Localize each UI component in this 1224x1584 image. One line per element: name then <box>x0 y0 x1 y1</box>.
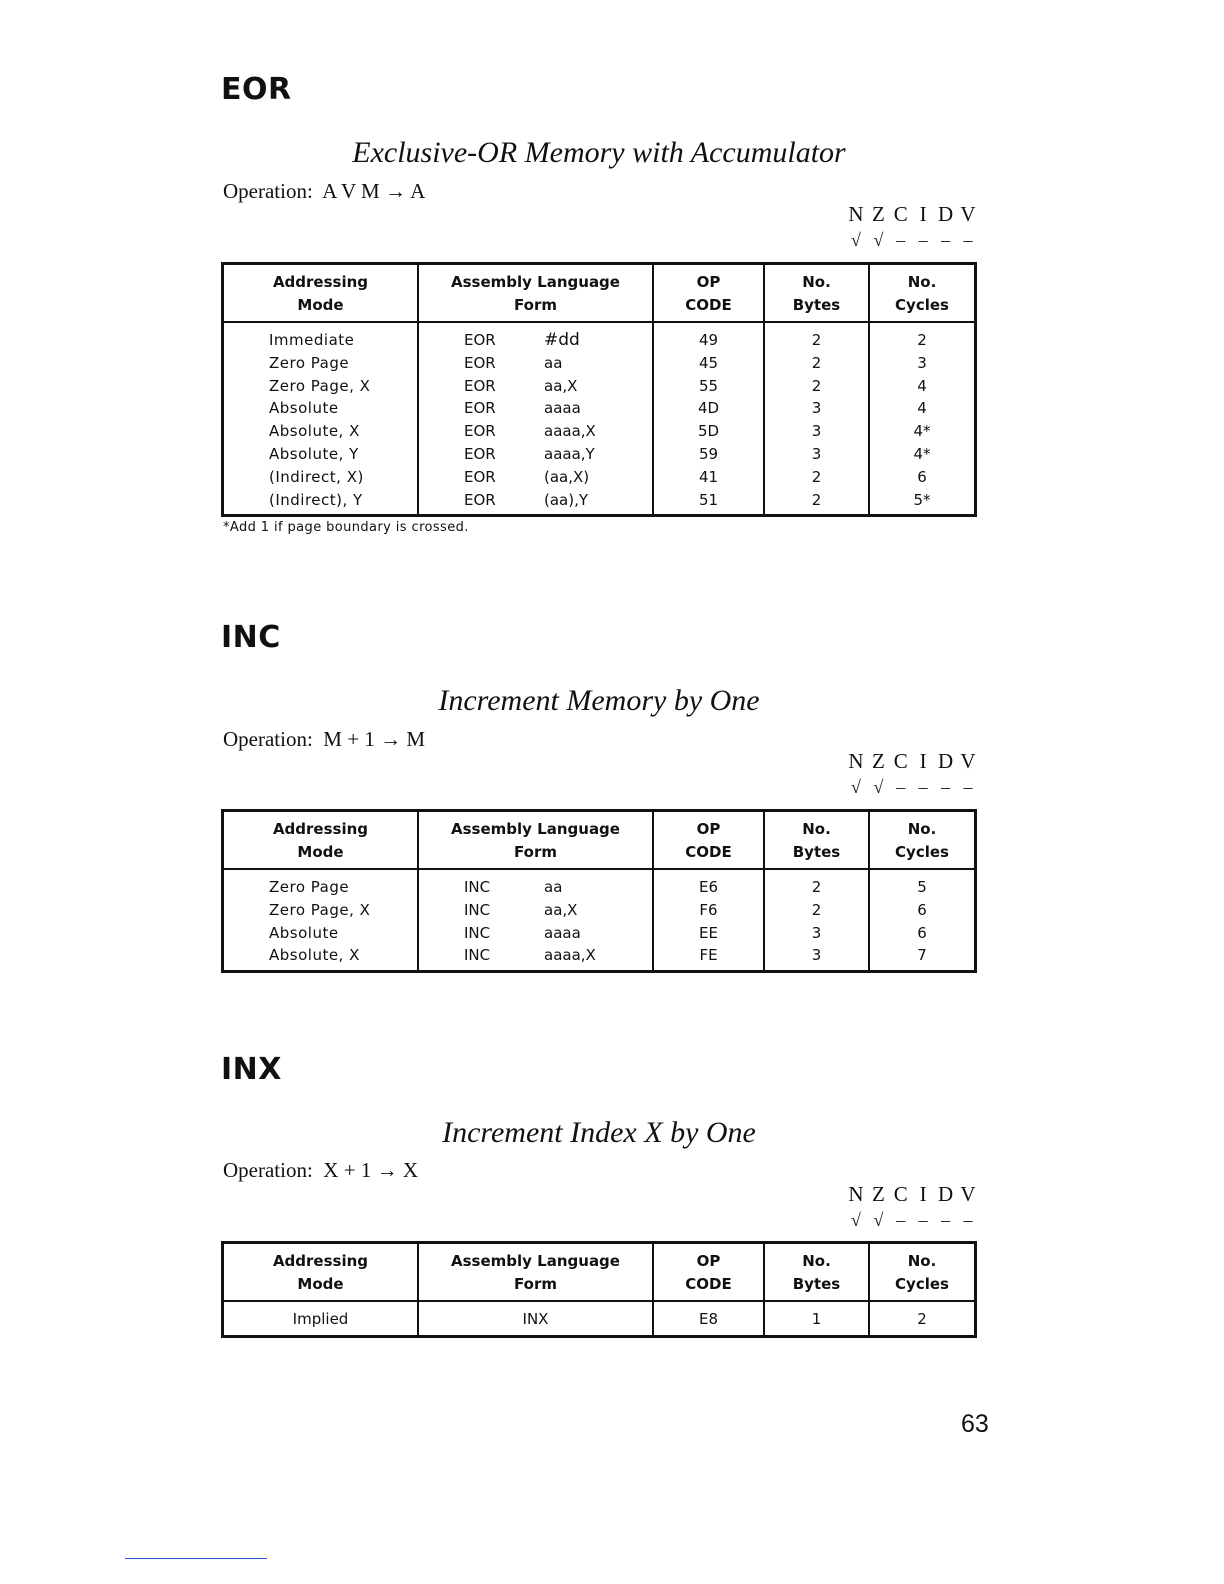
dash-icon: – <box>941 1210 951 1230</box>
table-header-row <box>223 1243 976 1302</box>
cell-mode: Immediate <box>223 322 419 352</box>
cell-mode: Absolute, X <box>223 944 419 971</box>
cell-cycles: 6 <box>869 922 976 945</box>
flag-n: N <box>848 749 864 773</box>
flag-d: D <box>937 749 954 773</box>
header-assembly-form: Assembly Language Form <box>418 811 653 870</box>
table-row <box>223 397 976 420</box>
flag-v: V <box>960 1182 976 1206</box>
header-opcode: OP CODE <box>653 1243 764 1302</box>
cell-mode: (Indirect), Y <box>223 489 419 516</box>
dash-icon: – <box>963 777 973 797</box>
cell-form: EOR aaaa <box>418 397 653 420</box>
instruction-title: Exclusive-OR Memory with Accumulator <box>352 136 846 169</box>
cell-opcode: F6 <box>653 899 764 922</box>
table-row <box>223 322 976 352</box>
flag-labels-row <box>848 201 976 227</box>
cell-form: EOR aaaa,Y <box>418 443 653 466</box>
header-assembly-form: Assembly Language Form <box>418 1243 653 1302</box>
cell-form: EOR aa <box>418 352 653 375</box>
check-icon: √ <box>851 230 861 250</box>
cell-bytes: 3 <box>764 397 869 420</box>
cell-cycles: 2 <box>869 1301 976 1336</box>
cell-cycles: 5 <box>869 869 976 899</box>
cell-form: EOR aaaa,X <box>418 420 653 443</box>
header-addressing-mode: Addressing Mode <box>223 1243 419 1302</box>
cell-cycles: 4 <box>869 375 976 398</box>
footnote: *Add 1 if page boundary is crossed. <box>223 520 469 535</box>
instruction-title: Increment Memory by One <box>438 684 760 717</box>
opcode-table <box>221 809 977 973</box>
divider <box>125 1558 267 1559</box>
cell-mode: (Indirect, X) <box>223 466 419 489</box>
cell-bytes: 2 <box>764 869 869 899</box>
flag-c: C <box>893 1182 908 1206</box>
flag-z: Z <box>871 1182 885 1206</box>
table-row <box>223 420 976 443</box>
table-row <box>223 899 976 922</box>
table-row <box>223 352 976 375</box>
table-row <box>223 922 976 945</box>
dash-icon: – <box>963 230 973 250</box>
flag-labels-row <box>848 748 976 774</box>
operation-line: Operation: A V M → A <box>223 179 426 203</box>
check-icon: √ <box>851 777 861 797</box>
table-row <box>223 1301 976 1336</box>
dash-icon: – <box>918 777 928 797</box>
cell-opcode: E8 <box>653 1301 764 1336</box>
flag-z: Z <box>871 202 885 226</box>
flag-marks-row <box>848 774 976 800</box>
cell-bytes: 2 <box>764 489 869 516</box>
cell-cycles: 3 <box>869 352 976 375</box>
dash-icon: – <box>896 777 906 797</box>
cell-opcode: 45 <box>653 352 764 375</box>
flag-chart <box>848 748 976 800</box>
instruction-title: Increment Index X by One <box>442 1116 756 1149</box>
cell-cycles: 6 <box>869 466 976 489</box>
flag-v: V <box>960 749 976 773</box>
cell-opcode: 5D <box>653 420 764 443</box>
dash-icon: – <box>941 777 951 797</box>
header-addressing-mode: Addressing Mode <box>223 811 419 870</box>
cell-bytes: 3 <box>764 420 869 443</box>
cell-mode: Zero Page, X <box>223 375 419 398</box>
cell-bytes: 2 <box>764 375 869 398</box>
table-row <box>223 443 976 466</box>
operation-line: Operation: M + 1 → M <box>223 727 425 751</box>
table-header-row <box>223 264 976 323</box>
opcode-table <box>221 262 977 517</box>
cell-opcode: 41 <box>653 466 764 489</box>
cell-mode: Absolute, Y <box>223 443 419 466</box>
cell-bytes: 2 <box>764 352 869 375</box>
cell-cycles: 5* <box>869 489 976 516</box>
flag-marks-row <box>848 1207 976 1233</box>
cell-bytes: 3 <box>764 944 869 971</box>
table-row <box>223 375 976 398</box>
check-icon: √ <box>873 230 884 250</box>
cell-opcode: 49 <box>653 322 764 352</box>
cell-form: EOR #dd <box>418 322 653 352</box>
cell-bytes: 3 <box>764 922 869 945</box>
cell-opcode: 4D <box>653 397 764 420</box>
table-header-row <box>223 811 976 870</box>
flag-marks-row <box>848 227 976 253</box>
flag-c: C <box>893 749 908 773</box>
dash-icon: – <box>918 230 928 250</box>
cell-form: INC aa <box>418 869 653 899</box>
cell-mode: Zero Page <box>223 869 419 899</box>
dash-icon: – <box>941 230 951 250</box>
dash-icon: – <box>896 1210 906 1230</box>
header-addressing-mode: Addressing Mode <box>223 264 419 323</box>
dash-icon: – <box>918 1210 928 1230</box>
table-row <box>223 466 976 489</box>
flag-i: I <box>919 1182 927 1206</box>
dash-icon: – <box>896 230 906 250</box>
cell-cycles: 4 <box>869 397 976 420</box>
cell-cycles: 2 <box>869 322 976 352</box>
header-bytes: No. Bytes <box>764 1243 869 1302</box>
operation-line: Operation: X + 1 → X <box>223 1158 418 1182</box>
flag-i: I <box>919 202 927 226</box>
cell-opcode: 55 <box>653 375 764 398</box>
header-bytes: No. Bytes <box>764 264 869 323</box>
cell-opcode: 51 <box>653 489 764 516</box>
cell-mode: Zero Page <box>223 352 419 375</box>
header-assembly-form: Assembly Language Form <box>418 264 653 323</box>
cell-mode: Zero Page, X <box>223 899 419 922</box>
header-bytes: No. Bytes <box>764 811 869 870</box>
flag-n: N <box>848 202 864 226</box>
cell-mode: Absolute, X <box>223 420 419 443</box>
mnemonic-heading: INC <box>221 620 281 655</box>
cell-opcode: 59 <box>653 443 764 466</box>
header-opcode: OP CODE <box>653 264 764 323</box>
cell-bytes: 2 <box>764 466 869 489</box>
cell-cycles: 7 <box>869 944 976 971</box>
flag-z: Z <box>871 749 885 773</box>
check-icon: √ <box>873 777 884 797</box>
cell-opcode: FE <box>653 944 764 971</box>
cell-form: INX <box>418 1301 653 1336</box>
flag-n: N <box>848 1182 864 1206</box>
cell-form: INC aaaa <box>418 922 653 945</box>
cell-form: EOR aa,X <box>418 375 653 398</box>
cell-bytes: 1 <box>764 1301 869 1336</box>
cell-opcode: E6 <box>653 869 764 899</box>
cell-mode: Absolute <box>223 922 419 945</box>
cell-form: EOR (aa,X) <box>418 466 653 489</box>
opcode-table <box>221 1241 977 1338</box>
flag-d: D <box>937 1182 954 1206</box>
table-row <box>223 869 976 899</box>
check-icon: √ <box>873 1210 884 1230</box>
cell-bytes: 2 <box>764 899 869 922</box>
mnemonic-heading: EOR <box>221 72 292 107</box>
cell-bytes: 2 <box>764 322 869 352</box>
flag-c: C <box>893 202 908 226</box>
cell-form: INC aaaa,X <box>418 944 653 971</box>
cell-form: INC aa,X <box>418 899 653 922</box>
check-icon: √ <box>851 1210 861 1230</box>
header-cycles: No. Cycles <box>869 1243 976 1302</box>
header-opcode: OP CODE <box>653 811 764 870</box>
cell-cycles: 4* <box>869 420 976 443</box>
table-row <box>223 944 976 971</box>
page-number: 63 <box>961 1410 989 1438</box>
flag-v: V <box>960 202 976 226</box>
flag-i: I <box>919 749 927 773</box>
cell-opcode: EE <box>653 922 764 945</box>
cell-cycles: 6 <box>869 899 976 922</box>
table-row <box>223 489 976 516</box>
flag-chart <box>848 1181 976 1233</box>
cell-cycles: 4* <box>869 443 976 466</box>
flag-d: D <box>937 202 954 226</box>
cell-mode: Implied <box>223 1301 419 1336</box>
cell-form: EOR (aa),Y <box>418 489 653 516</box>
cell-bytes: 3 <box>764 443 869 466</box>
flag-labels-row <box>848 1181 976 1207</box>
flag-chart <box>848 201 976 253</box>
dash-icon: – <box>963 1210 973 1230</box>
header-cycles: No. Cycles <box>869 811 976 870</box>
cell-mode: Absolute <box>223 397 419 420</box>
mnemonic-heading: INX <box>221 1052 282 1087</box>
header-cycles: No. Cycles <box>869 264 976 323</box>
